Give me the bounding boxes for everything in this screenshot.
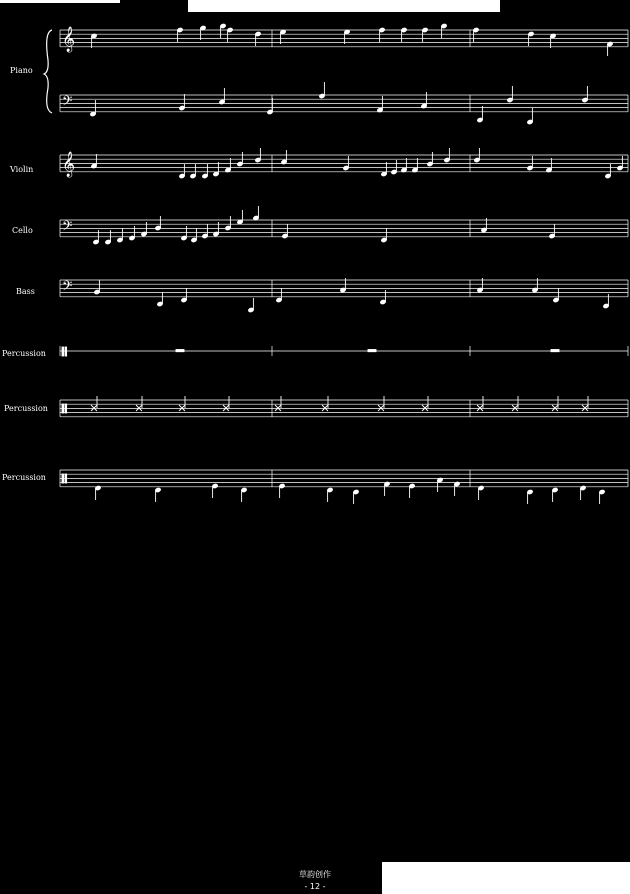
whole-rest	[368, 350, 376, 352]
staff-piano-bass	[60, 95, 628, 112]
label-bass: Bass	[16, 287, 35, 296]
bass-clef-icon: 𝄢	[62, 278, 73, 297]
label-percussion-1: Percussion	[2, 349, 46, 358]
label-violin: Violin	[10, 165, 34, 174]
treble-clef-icon: 𝄞	[62, 152, 76, 177]
cymbal-x-note	[477, 405, 483, 411]
bass-clef-icon: 𝄢	[62, 218, 73, 237]
percussion-clef-icon	[65, 404, 67, 413]
cymbal-x-note	[223, 405, 229, 411]
cymbal-x-note	[512, 405, 518, 411]
cymbal-x-note	[275, 405, 281, 411]
percussion-clef-icon	[65, 347, 67, 356]
percussion-clef-icon	[62, 404, 64, 413]
footer-page-number: - 12 -	[304, 882, 326, 891]
whole-rest	[176, 350, 184, 352]
cymbal-x-note	[322, 405, 328, 411]
cymbal-x-note	[378, 405, 384, 411]
staff-percussion-3	[60, 470, 628, 487]
piano-brace-icon	[44, 30, 52, 113]
percussion-clef-icon	[62, 347, 64, 356]
cymbal-x-note	[91, 405, 97, 411]
label-cello: Cello	[12, 226, 33, 235]
whole-rest	[551, 350, 559, 352]
footer-composer: 草韵创作	[299, 870, 331, 879]
cymbal-x-note	[552, 405, 558, 411]
treble-clef-icon: 𝄞	[62, 27, 76, 52]
label-percussion-3: Percussion	[2, 473, 46, 482]
bass-clef-icon: 𝄢	[62, 93, 73, 112]
cymbal-x-note	[422, 405, 428, 411]
label-piano: Piano	[10, 66, 33, 75]
cymbal-x-note	[582, 405, 588, 411]
label-percussion-2: Percussion	[4, 404, 48, 413]
staff-percussion-2	[60, 400, 628, 417]
cymbal-x-note	[179, 405, 185, 411]
percussion-clef-icon	[62, 474, 64, 483]
cymbal-x-note	[136, 405, 142, 411]
percussion-clef-icon	[65, 474, 67, 483]
